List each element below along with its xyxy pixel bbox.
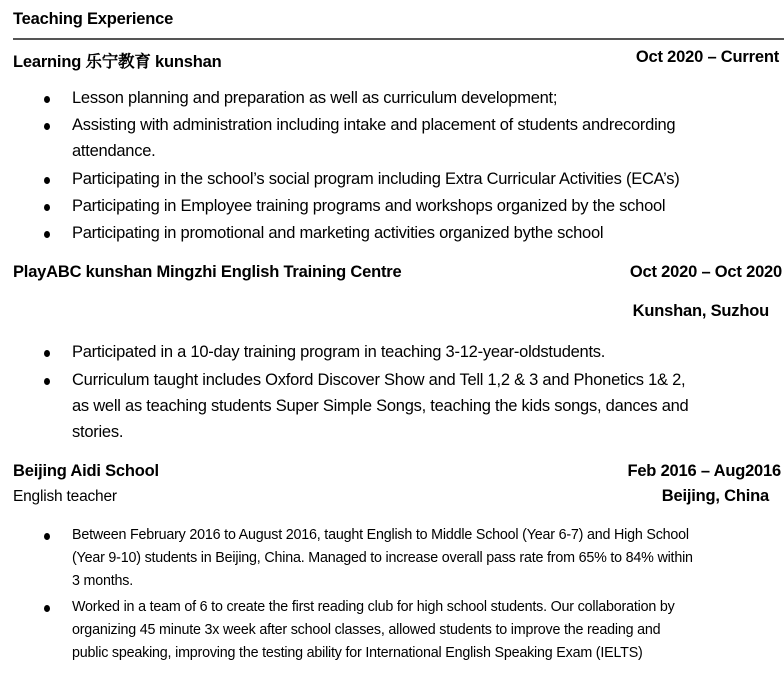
bullet-text-continued: 3 months.	[72, 573, 133, 589]
bullet-icon	[44, 533, 50, 540]
employer-name: Learning 乐宁教育 kunshan	[13, 53, 222, 71]
bullet-icon	[44, 350, 50, 357]
job-location: Beijing, China	[661, 487, 769, 505]
job-location: Kunshan, Suzhou	[632, 302, 769, 320]
bullet-text-continued: stories.	[72, 423, 124, 441]
bullet-text-continued: attendance.	[72, 142, 156, 160]
bullet-icon	[44, 96, 50, 103]
section-title: Teaching Experience	[13, 10, 174, 28]
bullet-icon	[44, 605, 50, 612]
job-dates: Oct 2020 – Oct 2020	[629, 263, 782, 281]
bullet-text-continued: (Year 9-10) students in Beijing, China. Managed to increase overall pass rate from 65% to 84% within	[72, 550, 693, 566]
bullet-text: Lesson planning and preparation as well as curriculum development;	[72, 89, 558, 107]
bullet-text: Participating in promotional and marketing activities organized bythe school	[72, 224, 604, 242]
job-dates: Feb 2016 – Aug2016	[627, 462, 781, 480]
bullet-icon	[44, 231, 50, 238]
bullet-icon	[44, 177, 50, 184]
employer-name: PlayABC kunshan Mingzhi English Training Centre	[13, 263, 402, 281]
job-dates: Oct 2020 – Current	[635, 48, 779, 66]
section-divider	[13, 38, 784, 40]
job-role: English teacher	[13, 488, 117, 505]
bullet-text: Curriculum taught includes Oxford Discover Show and Tell 1,2 & 3 and Phonetics 1& 2,	[72, 371, 686, 389]
bullet-icon	[44, 123, 50, 130]
bullet-text: Participated in a 10-day training program in teaching 3-12-year-oldstudents.	[72, 343, 606, 361]
bullet-icon	[44, 204, 50, 211]
bullet-text-continued: public speaking, improving the testing ability for International English Speaking Exam (IELTS)	[72, 645, 643, 661]
bullet-text: Between February 2016 to August 2016, taught English to Middle School (Year 6-7) and High School	[72, 527, 689, 543]
bullet-text: Worked in a team of 6 to create the first reading club for high school students. Our collaboration by	[72, 599, 675, 615]
bullet-text: Assisting with administration including intake and placement of students andrecording	[72, 116, 676, 134]
bullet-text-continued: as well as teaching students Super Simple Songs, teaching the kids songs, dances and	[72, 397, 689, 415]
employer-name: Beijing Aidi School	[13, 462, 159, 480]
bullet-text: Participating in Employee training programs and workshops organized by the school	[72, 197, 666, 215]
bullet-text-continued: organizing 45 minute 3x week after school classes, allowed students to improve the reading and	[72, 622, 661, 638]
bullet-text: Participating in the school’s social program including Extra Curricular Activities (ECA’s)	[72, 170, 680, 188]
bullet-icon	[44, 378, 50, 385]
